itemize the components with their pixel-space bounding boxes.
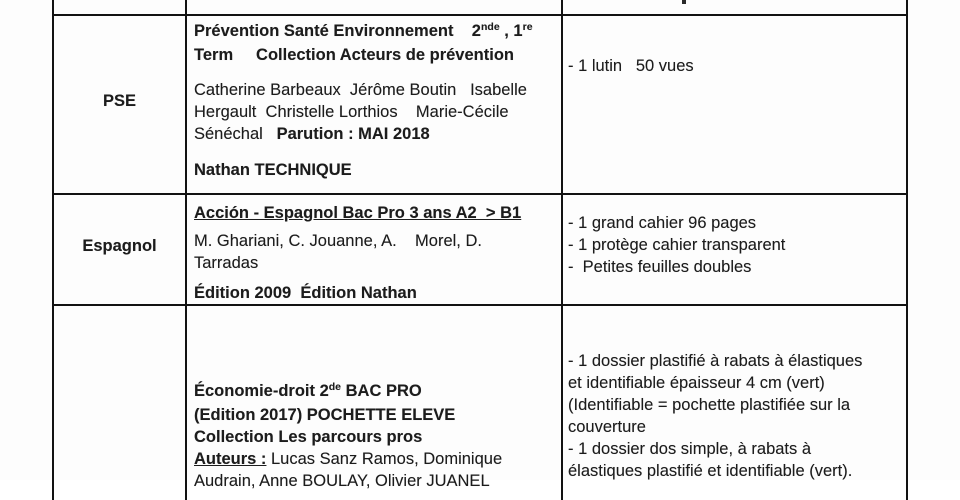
table-row-pse [52, 14, 908, 193]
book-authors [194, 79, 557, 145]
subject-cell-economie [52, 306, 185, 500]
supplies-cell-economie [561, 306, 908, 500]
book-authors [194, 448, 557, 492]
authors-line: Auteurs : Lucas Sanz Ramos, Dominique [194, 450, 503, 468]
subject-cell-espagnol [52, 195, 185, 304]
book-cell-pse [185, 16, 561, 193]
supply-item: élastiques plastifié et identifiable (vert). [568, 462, 853, 480]
authors-line: Hergault Christelle Lorthios Marie-Cécile [194, 103, 509, 121]
partial-supplies-cell [561, 0, 908, 14]
supply-item: - 1 protège cahier transparent [568, 236, 786, 254]
book-cell-espagnol [185, 195, 561, 304]
book-title [194, 20, 557, 66]
partial-book-cell [185, 0, 561, 14]
supply-item: - 1 grand cahier 96 pages [568, 214, 757, 232]
subject-cell-pse [52, 16, 185, 193]
authors-line: Audrain, Anne BOULAY, Olivier JUANEL [194, 472, 490, 490]
partial-subject-cell [52, 0, 185, 14]
authors-line: Catherine Barbeaux Jérôme Boutin Isabelle [194, 81, 527, 99]
table-row-economie-droit [52, 304, 908, 500]
book-title-line: Prévention Santé Environnement 2nde , 1re [194, 21, 533, 40]
book-title-line: Économie-droit 2de BAC PRO [194, 381, 422, 400]
supply-item: couverture [568, 418, 646, 436]
auteurs-label: Auteurs : [194, 450, 267, 468]
edition-label: Édition 2009 Édition Nathan [194, 284, 417, 302]
supply-item: et identifiable épaisseur 4 cm (vert) [568, 374, 825, 392]
supplies-cell-espagnol [561, 195, 908, 304]
supply-item: - 1 lutin 50 vues [568, 57, 694, 75]
supply-item: - 1 dossier dos simple, à rabats à [568, 440, 812, 458]
parution-label: Parution : MAI 2018 [276, 125, 430, 143]
supplies-cell-pse [561, 16, 908, 193]
book-title [194, 380, 557, 448]
subject-label: Espagnol [82, 236, 157, 255]
superscript: de [328, 381, 342, 393]
supplies-table [52, 0, 908, 500]
supply-item: - Petites feuilles doubles [568, 258, 752, 276]
supply-item: - 1 dossier plastifié à rabats à élastiques [568, 352, 863, 370]
superscript: re [522, 21, 533, 33]
book-title: Acción - Espagnol Bac Pro 3 ans A2 > B1 [194, 204, 522, 222]
book-authors [194, 230, 557, 274]
book-title-line: Collection Les parcours pros [194, 428, 423, 446]
book-title-line: (Edition 2017) POCHETTE ELEVE [194, 406, 456, 424]
book-cell-economie [185, 306, 561, 500]
superscript: nde [481, 21, 500, 33]
authors-line: Tarradas [194, 254, 259, 272]
authors-line: Sénéchal Parution : MAI 2018 [194, 125, 430, 143]
subject-label: PSE [102, 91, 137, 110]
publisher-label: Nathan TECHNIQUE [194, 161, 352, 179]
authors-line: M. Ghariani, C. Jouanne, A. Morel, D. [194, 232, 482, 250]
table-row-espagnol [52, 193, 908, 304]
table-row-partial-top [52, 0, 908, 14]
book-title-line: Term Collection Acteurs de prévention [194, 46, 514, 64]
supply-item: (Identifiable = pochette plastifiée sur la [568, 396, 851, 414]
